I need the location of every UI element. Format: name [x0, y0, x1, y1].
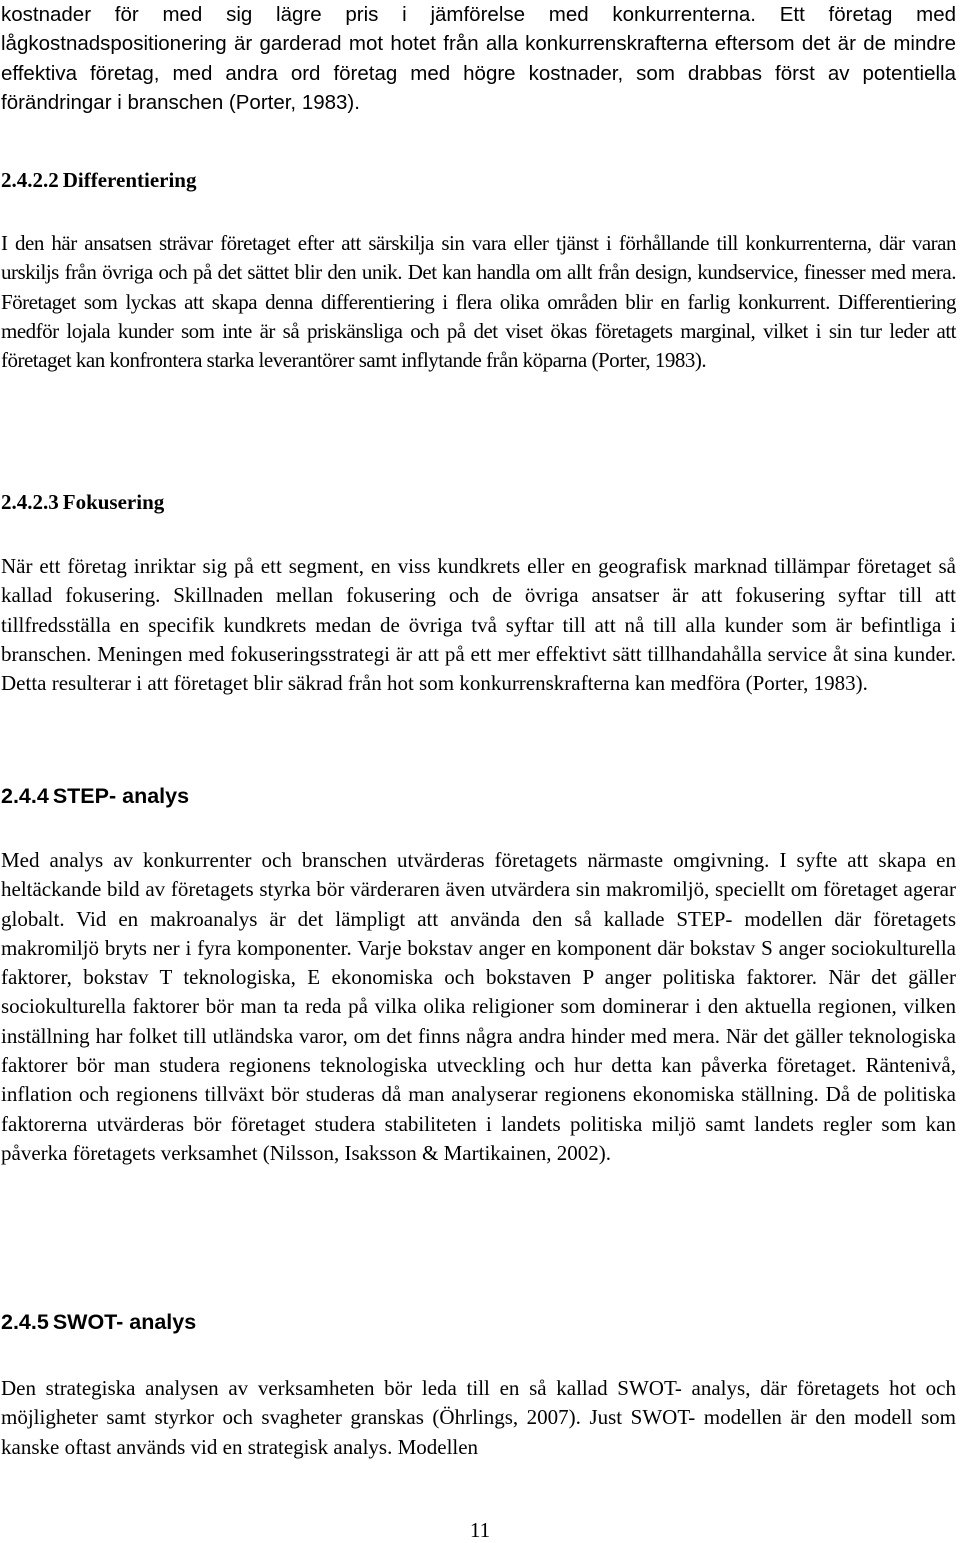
section-number: 2.4.5 — [1, 1310, 49, 1334]
section-body-swot: Den strategiska analysen av verksamheten bör leda till en så kallad SWOT- analys, där företagets hot och möjligheter samt styrkor och svagheter granskas (Öhrlings, 2007). Just SWOT- modellen är den modell som kanske oftast används vid en strategisk analys. Modellen — [1, 1376, 956, 1459]
section-number: 2.4.4 — [1, 784, 49, 808]
section-body-fokusering: När ett företag inriktar sig på ett segment, en viss kundkrets eller en geografisk marknad tillämpar företaget så kallad fokusering. Skillnaden mellan fokusering och de övriga ansatser är att fokusering syftar till att tillfredsställa en specifik kundkrets medan de övriga två syftar till att nå till alla kunder som är befintliga i branschen. Meningen med fokuseringsstrategi är att på ett mer effektivt sätt tillhandahålla service åt sina kunder. Detta resulterar i att företaget blir säkrad från hot som konkurrenskrafterna kan medföra (Porter, 1983). — [1, 554, 956, 696]
section-title: Fokusering — [62, 490, 165, 514]
section-heading-step — [1, 784, 956, 809]
intro-paragraph: kostnader för med sig lägre pris i jämförelse med konkurrenterna. Ett företag med lågkostnadspositionering är garderad mot hotet från alla konkurrenskrafterna eftersom det är de mindre effektiva företag, med andra ord företag med högre kostnader, som drabbas först av potentiella förändringar i branschen (Porter, 1983). — [1, 3, 956, 114]
section-heading-differentiering — [1, 168, 956, 193]
section-body-differentiering: I den här ansatsen strävar företaget efter att särskilja sin vara eller tjänst i förhållande till konkurrenterna, där varan urskiljs från övriga och på det sättet blir den unik. Det kan handla om allt från design, kundservice, finesser med mera. Företaget som lyckas att skapa denna differentiering i flera olika områden blir en farlig konkurrent. Differentiering medför lojala kunder som inte är så priskänsliga och på det viset ökas företagets marginal, vilket i sin tur leder att företaget kan konfrontera starka leverantörer samt inflytande från köparna (Porter, 1983). — [1, 231, 956, 373]
section-heading-fokusering — [1, 490, 956, 515]
section-number: 2.4.2.3 — [1, 490, 59, 514]
section-title: STEP- analys — [52, 784, 190, 808]
section-body-step: Med analys av konkurrenter och branschen utvärderas företagets närmaste omgivning. I syfte att skapa en heltäckande bild av företagets styrka bör värderaren även utvärdera sin makromiljö, speciellt om företaget agerar globalt. Vid en makroanalys är det lämpligt att använda den så kallade STEP- modellen där företagets makromiljö bryts ner i fyra komponenter. Varje bokstav anger en komponent där bokstav S anger sociokulturella faktorer, bokstav T teknologiska, E ekonomiska och bokstaven P anger politiska faktorer. När det gäller sociokulturella faktorer bör man ta reda på vilka olika religioner som dominerar i den aktuella regionen, vilken inställning har folket till utländska varor, om det finns några andra hinder med mera. När det gäller teknologiska faktorer bör man studera regionens teknologiska utveckling och hur detta kan påverka företaget. Räntenivå, inflation och regionens tillväxt bör studeras då man analyserar regionens ekonomiska ställning. Då de politiska faktorerna utvärderas bör företaget studera stabiliteten i landets politiska miljö samt landets regler som kan påverka företagets verksamhet (Nilsson, Isaksson & Martikainen, 2002). — [1, 848, 956, 1165]
page-number: 11 — [469, 1518, 491, 1542]
section-title: SWOT- analys — [52, 1310, 197, 1334]
section-title: Differentiering — [62, 168, 197, 192]
section-heading-swot — [1, 1310, 956, 1335]
section-number: 2.4.2.2 — [1, 168, 59, 192]
